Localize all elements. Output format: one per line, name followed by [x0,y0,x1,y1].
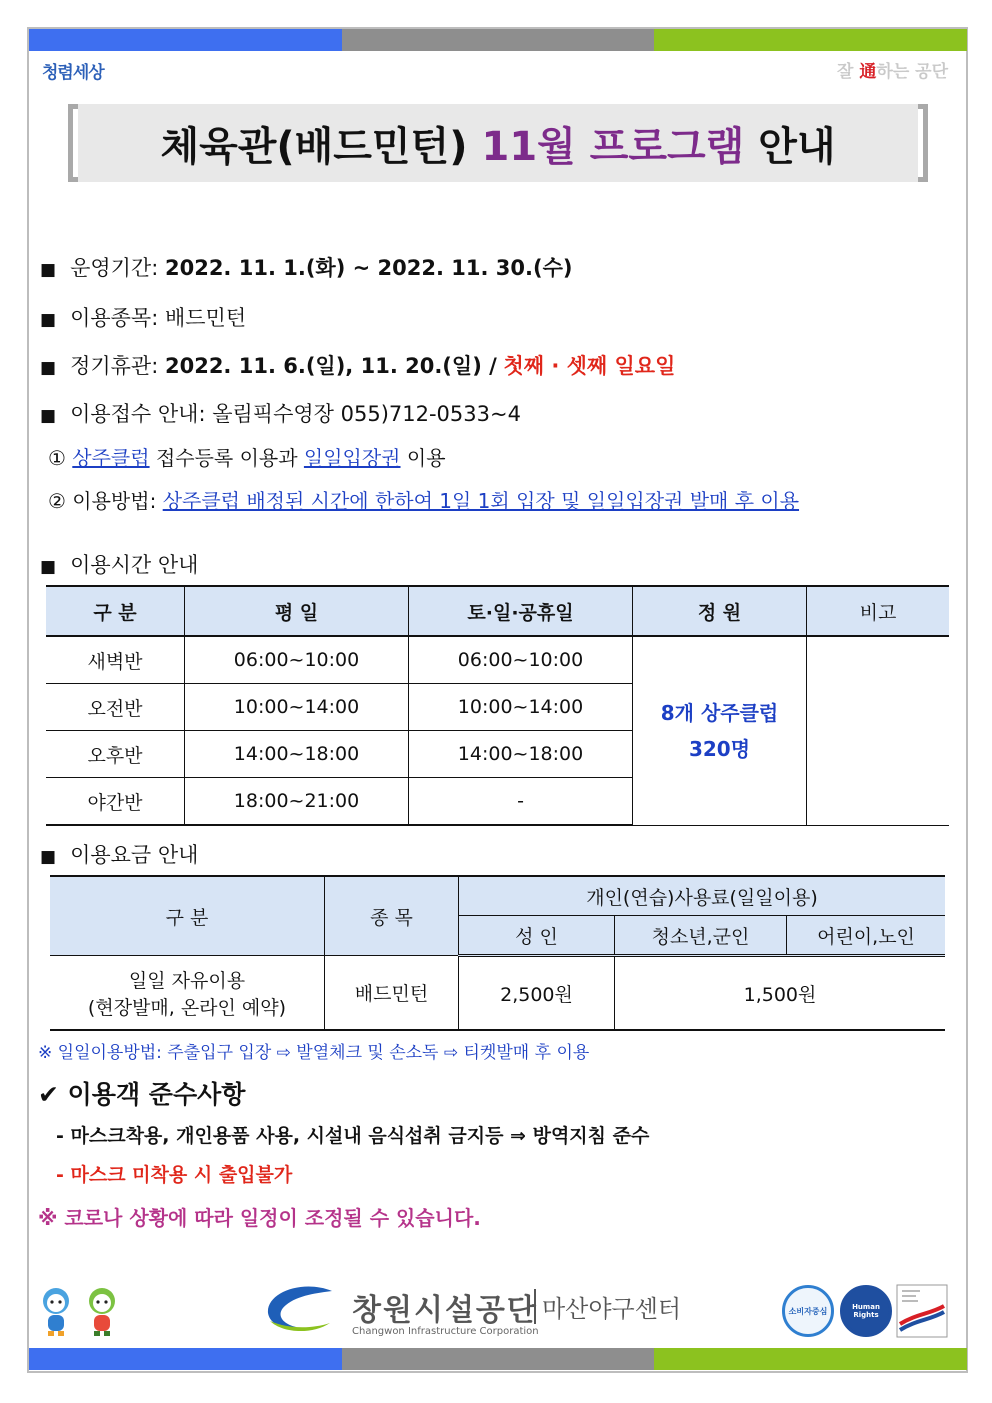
bar-segment-green [654,29,967,51]
usage-item-1: ① 상주클럽 접수등록 이용과 일일입장권 이용 [48,446,446,470]
bottom-color-bar [29,1348,967,1370]
weekend-time: - [409,778,633,826]
reception-info: ■ 이용접수 안내: 올림픽수영장 055)712-0533~4 [40,402,521,426]
regular-closure: ■ 정기휴관: 2022. 11. 6.(일), 11. 20.(일) / 첫째 · 셋째 일요일 [40,354,676,378]
center-name: 마산야구센터 [534,1289,681,1324]
rule-mask-quarantine: - 마스크착용, 개인용품 사용, 시설내 음식섭취 금지등 ⇒ 방역지침 준수 [56,1125,650,1147]
fees-table [50,875,945,1031]
session-name: 야간반 [46,778,185,826]
fee-youth-child: 1,500원 [615,956,946,1031]
daily-ticket-link[interactable]: 일일입장권 [303,446,401,470]
weekend-time: 10:00~14:00 [409,684,633,731]
operation-period: ■ 운영기간: 2022. 11. 1.(화) ~ 2022. 11. 30.(수) [40,256,573,280]
title-box [68,104,928,182]
table-row [46,636,949,684]
weekday-time: 10:00~14:00 [185,684,409,731]
fees-header-youth: 청소년,군인 [615,916,787,956]
fees-heading: ■ 이용요금 안내 [40,843,199,867]
capacity-clubs: 8개 상주클럽 [660,700,779,725]
fee-item: 배드민턴 [325,956,459,1031]
mascot-green-icon [82,1285,122,1337]
schedule-header-category: 구 분 [46,586,185,636]
human-rights-badge-icon: Human Rights [840,1285,892,1337]
schedule-heading: ■ 이용시간 안내 [40,553,199,577]
fee-category [50,956,325,1031]
page-title: 체육관(배드민턴) 11월 프로그램 안내 [78,104,918,182]
bar-segment-blue [29,29,342,51]
corporation-name: 창원시설공단 [352,1293,538,1328]
fees-header-child: 어린이,노인 [787,916,946,956]
fee-category-line2: (현장발매, 온라인 예약) [87,996,287,1019]
mascot-blue-icon [36,1285,76,1337]
weekday-time: 18:00~21:00 [185,778,409,826]
schedule-header-capacity: 정 원 [633,586,807,636]
weekend-time: 06:00~10:00 [409,636,633,684]
session-name: 새벽반 [46,636,185,684]
schedule-header-weekend: 토·일·공휴일 [409,586,633,636]
table-row [50,956,945,1031]
session-name: 오전반 [46,684,185,731]
rules-heading: ✔ 이용객 준수사항 [38,1080,246,1109]
bar-segment-gray [342,29,655,51]
bar-segment-green [654,1348,967,1370]
weekday-time: 06:00~10:00 [185,636,409,684]
sport-type: ■ 이용종목: 배드민턴 [40,306,247,330]
fees-header-adult: 성 인 [459,916,615,956]
remark-cell [807,636,950,825]
bar-segment-blue [29,1348,342,1370]
session-name: 오후반 [46,731,185,778]
certification-mark-icon [896,1284,948,1338]
consumer-centered-badge-icon: 소비자중심 [782,1285,834,1337]
covid-notice: ※ 코로나 상황에 따라 일정이 조정될 수 있습니다. [38,1206,481,1230]
corporation-emblem-icon [262,1283,342,1341]
rule-no-mask-no-entry: - 마스크 미착용 시 출입불가 [56,1164,293,1186]
slogan-logo: 잘 通하는 공단 [837,62,948,82]
capacity-people: 320명 [688,736,751,761]
fees-header-category: 구 분 [50,876,325,956]
bar-segment-gray [342,1348,655,1370]
top-color-bar [29,29,967,51]
corporation-english-name: Changwon Infrastructure Corporation [352,1326,539,1337]
fees-header-item: 종 목 [325,876,459,956]
corporation-logo [262,1283,692,1343]
schedule-header-remark: 비고 [807,586,950,636]
fee-category-line1: 일일 자유이용 [128,969,246,992]
weekday-time: 14:00~18:00 [185,731,409,778]
resident-club-link[interactable]: 상주클럽 [72,446,150,470]
weekend-time: 14:00~18:00 [409,731,633,778]
daily-use-note: ※ 일일이용방법: 주출입구 입장 ⇨ 발열체크 및 손소독 ⇨ 티켓발매 후 이용 [38,1043,590,1063]
capacity-cell [633,636,807,825]
usage-method-link[interactable]: 상주클럽 배정된 시간에 한하여 1일 1회 입장 및 일일입장권 발매 후 이용 [162,489,800,513]
fee-adult: 2,500원 [459,956,615,1031]
schedule-header-weekday: 평 일 [185,586,409,636]
usage-item-2: ② 이용방법: 상주클럽 배정된 시간에 한하여 1일 1회 입장 및 일일입장권 발매 후 이용 [48,489,800,513]
fees-header-group: 개인(연습)사용료(일일이용) [459,876,946,916]
integrity-logo: 청렴세상 [42,63,104,83]
schedule-table [46,585,949,826]
